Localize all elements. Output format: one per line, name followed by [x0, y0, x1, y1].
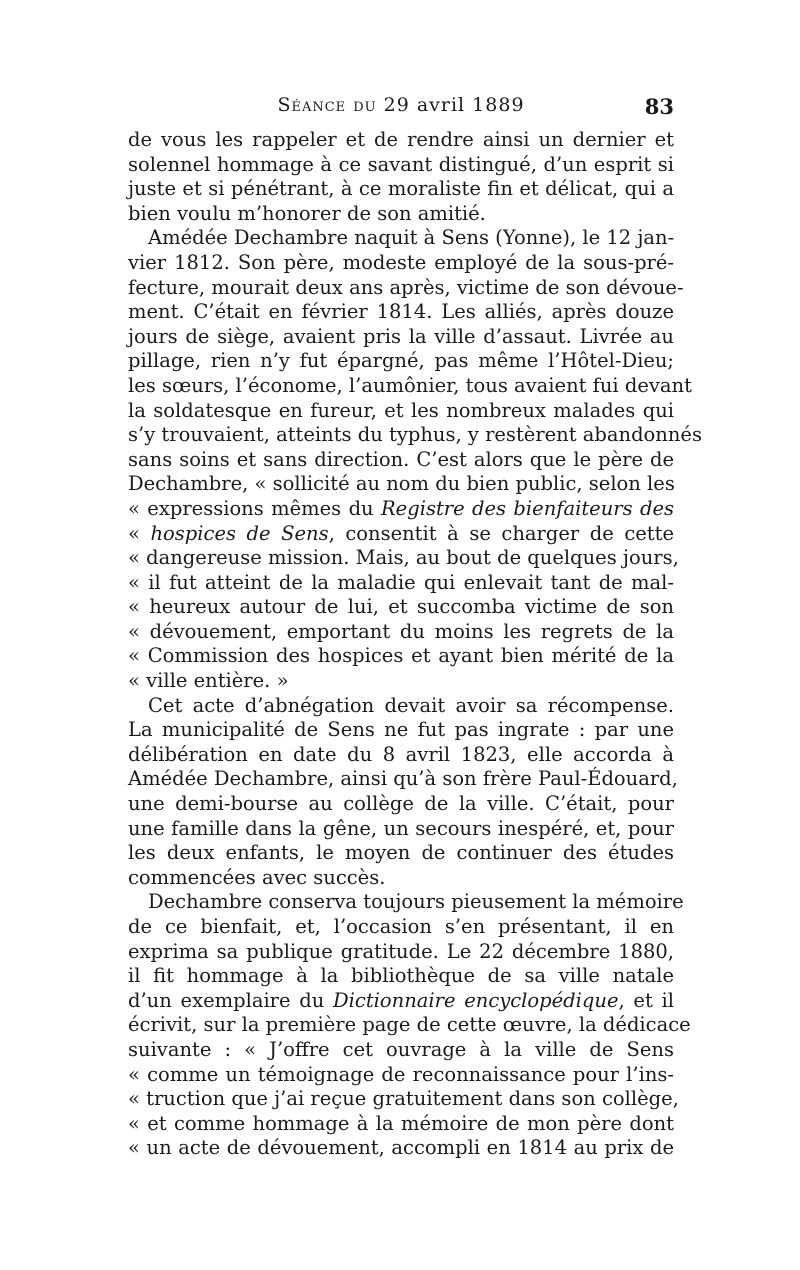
text-segment: , consentit à se charger de cette — [328, 521, 674, 545]
page-number: 83 — [644, 94, 674, 119]
running-title-date: 29 avril 1889 — [383, 94, 525, 116]
text-line: il fit hommage à la bibliothèque de sa ville natale — [128, 964, 674, 988]
text-line: ment. C’était en février 1814. Les alliés, après douze — [128, 300, 674, 324]
running-title-prefix: Séance du — [277, 94, 377, 116]
text-line: sans soins et sans direction. C’est alors que le père de — [128, 447, 674, 471]
text-line: vier 1812. Son père, modeste employé de la sous-pré- — [128, 250, 674, 274]
text-line-mixed — [128, 497, 674, 522]
text-line: Amédée Dechambre naquit à Sens (Yonne), le 12 jan- — [148, 226, 675, 250]
text-line: « truction que j’ai reçue gratuitement dans son collège, — [128, 1087, 679, 1111]
text-line: Dechambre conserva toujours pieusement la mémoire — [148, 890, 684, 914]
text-line: s’y trouvaient, atteints du typhus, y restèrent abandonnés — [128, 423, 702, 447]
text-line: Amédée Dechambre, ainsi qu’à son frère Paul-Édouard, — [128, 767, 678, 791]
text-line-mixed — [128, 522, 674, 547]
text-line: solennel hommage à ce savant distingué, d’un esprit si — [128, 152, 674, 176]
dictionnaire-title: Dictionnaire encyclopédique — [333, 988, 619, 1012]
text-line: « un acte de dévouement, accompli en 1814 au prix de — [128, 1136, 674, 1160]
text-line: « comme un témoignage de reconnaissance pour l’ins- — [128, 1062, 674, 1086]
body-text — [128, 128, 702, 1161]
text-line: « dangereuse mission. Mais, au bout de quelques jours, — [128, 546, 679, 570]
text-line: écrivit, sur la première page de cette œuvre, la dédicace — [128, 1013, 691, 1037]
text-segment: d’un exemplaire du — [128, 988, 334, 1012]
text-line-mixed — [128, 989, 674, 1014]
text-line: La municipalité de Sens ne fut pas ingrate : par une — [128, 718, 674, 742]
text-line: les deux enfants, le moyen de continuer des études — [128, 841, 674, 865]
text-line: « et comme hommage à la mémoire de mon père dont — [128, 1111, 674, 1135]
text-line: « ville entière. » — [128, 669, 289, 693]
text-line: jours de siège, avaient pris la ville d’assaut. Livrée au — [128, 324, 674, 348]
text-line: les sœurs, l’économe, l’aumônier, tous avaient fui devant — [128, 373, 692, 397]
running-title — [128, 94, 674, 116]
hospices-title: hospices de Sens — [150, 521, 329, 545]
registre-title: Registre des bienfaiteurs des — [381, 496, 674, 520]
text-line: de vous les rappeler et de rendre ainsi un dernier et — [128, 128, 674, 151]
text-segment: « expressions mêmes du — [128, 496, 381, 520]
text-segment: « — [128, 521, 151, 545]
text-line: Dechambre, « sollicité au nom du bien public, selon les — [128, 472, 675, 496]
text-line: suivante : « J’offre cet ouvrage à la ville de Sens — [128, 1037, 674, 1061]
text-line: délibération en date du 8 avril 1823, elle accorda à — [128, 742, 674, 766]
text-line: « dévouement, emportant du moins les regrets de la — [128, 619, 674, 643]
text-line: exprima sa publique gratitude. Le 22 décembre 1880, — [128, 939, 674, 963]
text-line: pillage, rien n’y fut épargné, pas même l’Hôtel-Dieu; — [128, 349, 674, 373]
text-line: Cet acte d’abnégation devait avoir sa récompense. — [148, 693, 674, 717]
text-line: la soldatesque en fureur, et les nombreux malades qui — [128, 398, 674, 422]
running-head — [128, 94, 674, 124]
text-line: « heureux autour de lui, et succomba victime de son — [128, 595, 674, 619]
text-line: « Commission des hospices et ayant bien mérité de la — [128, 644, 674, 668]
text-line: une demi-bourse au collège de la ville. C’était, pour — [128, 792, 674, 816]
text-line: juste et si pénétrant, à ce moraliste fin et délicat, qui a — [128, 177, 674, 201]
text-line: de ce bienfait, et, l’occasion s’en présentant, il en — [128, 915, 674, 938]
text-line: une famille dans la gêne, un secours inespéré, et, pour — [128, 816, 674, 840]
text-segment: , et il — [618, 988, 674, 1012]
text-line: commencées avec succès. — [128, 865, 386, 889]
text-line: « il fut atteint de la maladie qui enlevait tant de mal- — [128, 570, 674, 594]
text-line: bien voulu m’honorer de son amitié. — [128, 201, 486, 225]
text-line: fecture, mourait deux ans après, victime de son dévoue- — [128, 275, 684, 299]
